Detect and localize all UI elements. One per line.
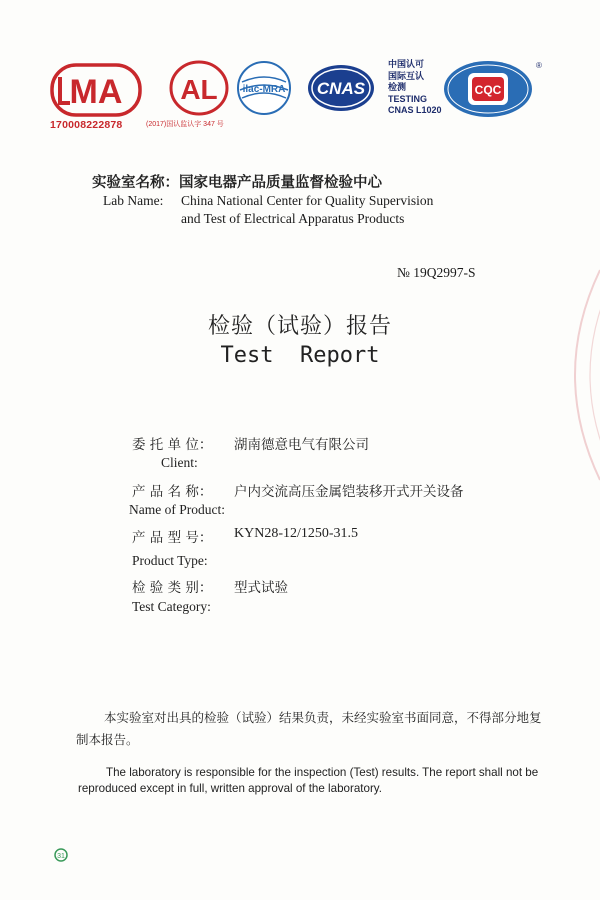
- product-label-english: Name of Product:: [129, 502, 225, 517]
- cma-logo: [50, 63, 142, 117]
- registered-mark: ®: [536, 61, 542, 70]
- accreditation-line: 中国认可: [388, 59, 425, 69]
- accreditation-line: CNAS L1020: [388, 105, 442, 115]
- accreditation-line: TESTING: [388, 93, 428, 104]
- lab-name-english-line1: China National Center for Quality Supervision: [181, 193, 434, 208]
- accreditation-line: 国际互认: [388, 70, 425, 81]
- cma-certificate-number: 170008222878: [50, 119, 123, 131]
- type-value: KYN28-12/1250-31.5: [234, 526, 359, 541]
- report-number: № 19Q2997-S: [397, 265, 476, 280]
- cal-certificate-number: (2017)国认监认字 347 号: [146, 121, 224, 128]
- category-label-english: Test Category:: [132, 599, 211, 614]
- svg-text:CNAS: CNAS: [316, 79, 366, 98]
- cnas-logo: [306, 63, 376, 113]
- client-label-chinese: 委 托 单 位：: [132, 437, 213, 453]
- accreditation-line: 检测: [388, 82, 407, 92]
- svg-text:31: 31: [57, 853, 65, 860]
- page-number-icon: [54, 848, 68, 862]
- product-value: 户内交流高压金属铠装移开式开关设备: [234, 484, 464, 500]
- type-label-chinese: 产 品 型 号：: [132, 530, 213, 546]
- cnas-accreditation-text: [388, 59, 442, 117]
- report-title-chinese: 检验（试验）报告: [207, 314, 392, 339]
- lab-name-chinese: 实验室名称：国家电器产品质量监督检验中心: [92, 175, 382, 191]
- client-value: 湖南德意电气有限公司: [234, 437, 369, 453]
- svg-text:CQC: CQC: [474, 83, 502, 97]
- report-title-english: Test Report: [220, 343, 380, 368]
- product-label-chinese: 产 品 名 称：: [132, 484, 213, 500]
- svg-text:MA: MA: [69, 73, 123, 111]
- cqc-logo: [442, 59, 534, 119]
- notice-english: The laboratory is responsible for the inspection (Test) results. The report shall not be reproduced except in full, written approval of the laboratory.: [78, 766, 539, 795]
- client-label-english: Client:: [161, 455, 198, 470]
- lab-name-english-line2: and Test of Electrical Apparatus Products: [181, 211, 405, 226]
- seal-stamp: [540, 260, 600, 490]
- ilac-mra-logo: [236, 60, 292, 116]
- lab-name-label: Lab Name:: [103, 193, 164, 208]
- type-label-english: Product Type:: [132, 553, 208, 568]
- category-value: 型式试验: [234, 580, 288, 596]
- notice-chinese: 本实验室对出具的检验（试验）结果负责，未经实验室书面同意，不得部分地复制本报告。: [76, 710, 542, 747]
- cal-logo: [168, 59, 230, 117]
- svg-text:ilac-MRA: ilac-MRA: [242, 84, 286, 95]
- svg-text:AL: AL: [180, 74, 218, 105]
- accreditation-logos: [50, 55, 550, 135]
- category-label-chinese: 检 验 类 别：: [132, 580, 213, 596]
